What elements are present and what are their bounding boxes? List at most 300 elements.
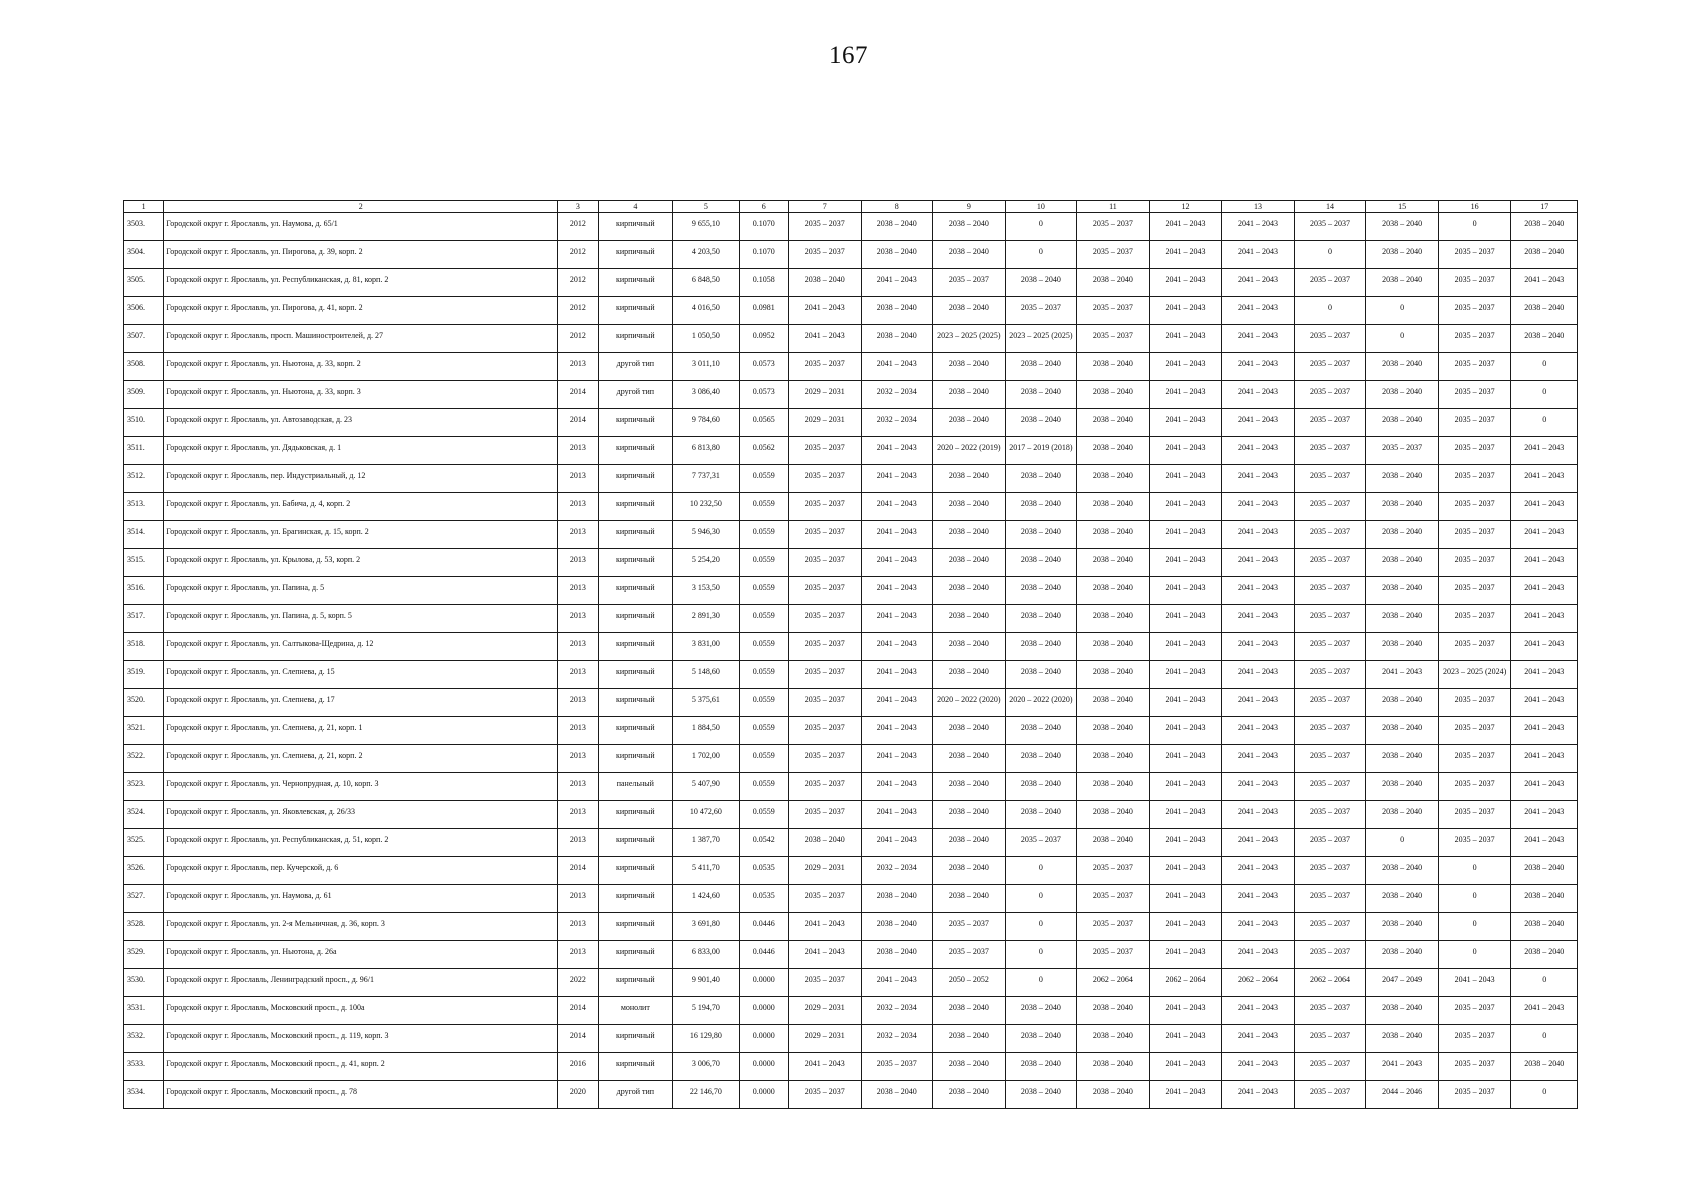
row-number-cell: 3533. [124,1053,164,1081]
period-12-cell: 2041 – 2043 [1149,409,1222,437]
period-7-cell: 2035 – 2037 [788,969,861,997]
period-15-cell: 2035 – 2037 [1366,437,1439,465]
table-row [124,857,1578,885]
column-number-cell: 16 [1438,201,1511,213]
wall-material-cell: панельный [598,773,673,801]
period-16-cell: 2035 – 2037 [1438,437,1511,465]
period-7-cell: 2035 – 2037 [788,801,861,829]
table-row [124,577,1578,605]
address-cell: Городской округ г. Ярославль, пер. Кучерской, д. 6 [164,857,558,885]
period-17-cell: 2038 – 2040 [1511,1053,1578,1081]
period-11-cell: 2038 – 2040 [1077,549,1150,577]
area-cell: 1 884,50 [673,717,740,745]
period-10-cell: 2038 – 2040 [1005,605,1077,633]
address-cell: Городской округ г. Ярославль, ул. Республиканская, д. 81, корп. 2 [164,269,558,297]
period-15-cell: 2047 – 2049 [1366,969,1439,997]
period-10-cell: 2023 – 2025 (2025) [1005,325,1077,353]
period-12-cell: 2041 – 2043 [1149,381,1222,409]
period-8-cell: 2041 – 2043 [861,689,933,717]
period-14-cell: 2035 – 2037 [1294,829,1366,857]
table-row [124,353,1578,381]
period-11-cell: 2035 – 2037 [1077,325,1150,353]
wear-ratio-cell: 0.1058 [739,269,788,297]
period-13-cell: 2041 – 2043 [1222,717,1295,745]
period-17-cell: 2041 – 2043 [1511,549,1578,577]
period-15-cell: 2038 – 2040 [1366,521,1439,549]
period-12-cell: 2041 – 2043 [1149,605,1222,633]
table-row [124,1025,1578,1053]
wear-ratio-cell: 0.0000 [739,1081,788,1109]
period-13-cell: 2041 – 2043 [1222,1081,1295,1109]
wear-ratio-cell: 0.0559 [739,605,788,633]
period-7-cell: 2035 – 2037 [788,605,861,633]
period-17-cell: 0 [1511,353,1578,381]
column-number-cell: 5 [673,201,740,213]
row-number-cell: 3528. [124,913,164,941]
table-row [124,241,1578,269]
period-9-cell: 2038 – 2040 [933,549,1006,577]
period-10-cell: 0 [1005,241,1077,269]
period-10-cell: 2038 – 2040 [1005,577,1077,605]
period-15-cell: 2038 – 2040 [1366,409,1439,437]
row-number-cell: 3526. [124,857,164,885]
wall-material-cell: кирпичный [598,885,673,913]
address-cell: Городской округ г. Ярославль, Московский просп., д. 119, корп. 3 [164,1025,558,1053]
year-cell: 2012 [558,325,598,353]
period-14-cell: 2035 – 2037 [1294,465,1366,493]
period-12-cell: 2041 – 2043 [1149,801,1222,829]
address-cell: Городской округ г. Ярославль, пер. Индустриальный, д. 12 [164,465,558,493]
period-17-cell: 2041 – 2043 [1511,493,1578,521]
period-11-cell: 2038 – 2040 [1077,829,1150,857]
row-number-cell: 3512. [124,465,164,493]
page-number: 167 [829,42,868,69]
period-14-cell: 2035 – 2037 [1294,549,1366,577]
row-number-cell: 3532. [124,1025,164,1053]
year-cell: 2013 [558,717,598,745]
column-number-cell: 4 [598,201,673,213]
period-16-cell: 2035 – 2037 [1438,829,1511,857]
row-number-cell: 3508. [124,353,164,381]
period-16-cell: 2035 – 2037 [1438,465,1511,493]
year-cell: 2013 [558,661,598,689]
table-row [124,717,1578,745]
row-number-cell: 3515. [124,549,164,577]
period-15-cell: 2038 – 2040 [1366,381,1439,409]
wear-ratio-cell: 0.0559 [739,633,788,661]
period-14-cell: 2035 – 2037 [1294,437,1366,465]
period-7-cell: 2029 – 2031 [788,857,861,885]
period-7-cell: 2035 – 2037 [788,213,861,241]
table-row [124,1053,1578,1081]
wear-ratio-cell: 0.0535 [739,857,788,885]
period-10-cell: 2038 – 2040 [1005,1025,1077,1053]
period-15-cell: 0 [1366,297,1439,325]
year-cell: 2012 [558,269,598,297]
period-10-cell: 2038 – 2040 [1005,549,1077,577]
period-9-cell: 2020 – 2022 (2020) [933,689,1006,717]
period-14-cell: 2035 – 2037 [1294,773,1366,801]
period-9-cell: 2038 – 2040 [933,885,1006,913]
period-10-cell: 0 [1005,913,1077,941]
period-16-cell: 2035 – 2037 [1438,1025,1511,1053]
table-row [124,689,1578,717]
period-14-cell: 2035 – 2037 [1294,913,1366,941]
address-cell: Городской округ г. Ярославль, ул. Слепнева, д. 21, корп. 1 [164,717,558,745]
row-number-cell: 3531. [124,997,164,1025]
wall-material-cell: кирпичный [598,857,673,885]
period-16-cell: 0 [1438,885,1511,913]
period-8-cell: 2038 – 2040 [861,213,933,241]
wear-ratio-cell: 0.0559 [739,549,788,577]
row-number-cell: 3522. [124,745,164,773]
address-cell: Городской округ г. Ярославль, ул. Ньютона, д. 33, корп. 3 [164,381,558,409]
period-9-cell: 2020 – 2022 (2019) [933,437,1006,465]
wall-material-cell: кирпичный [598,801,673,829]
period-15-cell: 2038 – 2040 [1366,465,1439,493]
period-17-cell: 2041 – 2043 [1511,577,1578,605]
wall-material-cell: кирпичный [598,941,673,969]
period-11-cell: 2038 – 2040 [1077,353,1150,381]
period-16-cell: 2035 – 2037 [1438,493,1511,521]
table-row [124,381,1578,409]
year-cell: 2022 [558,969,598,997]
period-13-cell: 2041 – 2043 [1222,269,1295,297]
period-9-cell: 2038 – 2040 [933,577,1006,605]
period-12-cell: 2041 – 2043 [1149,465,1222,493]
period-9-cell: 2035 – 2037 [933,269,1006,297]
period-10-cell: 2038 – 2040 [1005,493,1077,521]
period-8-cell: 2032 – 2034 [861,857,933,885]
period-15-cell: 2038 – 2040 [1366,745,1439,773]
year-cell: 2013 [558,745,598,773]
area-cell: 3 086,40 [673,381,740,409]
period-15-cell: 2038 – 2040 [1366,353,1439,381]
period-8-cell: 2038 – 2040 [861,241,933,269]
wear-ratio-cell: 0.0535 [739,885,788,913]
table-row [124,885,1578,913]
year-cell: 2013 [558,549,598,577]
period-16-cell: 2035 – 2037 [1438,605,1511,633]
year-cell: 2014 [558,1025,598,1053]
year-cell: 2016 [558,1053,598,1081]
column-number-cell: 14 [1294,201,1366,213]
period-11-cell: 2035 – 2037 [1077,857,1150,885]
row-number-cell: 3519. [124,661,164,689]
period-14-cell: 2035 – 2037 [1294,353,1366,381]
period-14-cell: 2035 – 2037 [1294,381,1366,409]
period-13-cell: 2041 – 2043 [1222,745,1295,773]
period-14-cell: 2035 – 2037 [1294,745,1366,773]
period-11-cell: 2038 – 2040 [1077,437,1150,465]
wall-material-cell: кирпичный [598,521,673,549]
wall-material-cell: кирпичный [598,437,673,465]
address-cell: Городской округ г. Ярославль, Московский просп., д. 78 [164,1081,558,1109]
period-8-cell: 2038 – 2040 [861,885,933,913]
address-cell: Городской округ г. Ярославль, ул. Салтыкова-Щедрина, д. 12 [164,633,558,661]
table-row [124,997,1578,1025]
period-17-cell: 2041 – 2043 [1511,745,1578,773]
period-8-cell: 2041 – 2043 [861,717,933,745]
period-16-cell: 2035 – 2037 [1438,773,1511,801]
period-16-cell: 2035 – 2037 [1438,1081,1511,1109]
period-8-cell: 2038 – 2040 [861,297,933,325]
area-cell: 4 016,50 [673,297,740,325]
wear-ratio-cell: 0.0952 [739,325,788,353]
period-7-cell: 2041 – 2043 [788,297,861,325]
area-cell: 16 129,80 [673,1025,740,1053]
period-7-cell: 2038 – 2040 [788,269,861,297]
period-13-cell: 2041 – 2043 [1222,409,1295,437]
period-12-cell: 2041 – 2043 [1149,493,1222,521]
period-13-cell: 2062 – 2064 [1222,969,1295,997]
period-17-cell: 2041 – 2043 [1511,829,1578,857]
period-14-cell: 0 [1294,297,1366,325]
wear-ratio-cell: 0.0000 [739,1025,788,1053]
period-8-cell: 2041 – 2043 [861,353,933,381]
wear-ratio-cell: 0.0565 [739,409,788,437]
wall-material-cell: другой тип [598,381,673,409]
table-row [124,1081,1578,1109]
address-cell: Городской округ г. Ярославль, ул. Пирогова, д. 41, корп. 2 [164,297,558,325]
period-14-cell: 2035 – 2037 [1294,1081,1366,1109]
row-number-cell: 3507. [124,325,164,353]
wear-ratio-cell: 0.0562 [739,437,788,465]
period-12-cell: 2041 – 2043 [1149,689,1222,717]
table-row [124,773,1578,801]
table-row [124,969,1578,997]
table-row [124,605,1578,633]
period-14-cell: 2035 – 2037 [1294,269,1366,297]
table-row [124,325,1578,353]
period-12-cell: 2041 – 2043 [1149,717,1222,745]
period-15-cell: 2038 – 2040 [1366,913,1439,941]
area-cell: 3 691,80 [673,913,740,941]
period-8-cell: 2041 – 2043 [861,493,933,521]
area-cell: 1 387,70 [673,829,740,857]
period-10-cell: 0 [1005,213,1077,241]
wear-ratio-cell: 0.0000 [739,1053,788,1081]
wall-material-cell: кирпичный [598,829,673,857]
table-row [124,801,1578,829]
period-12-cell: 2041 – 2043 [1149,997,1222,1025]
period-16-cell: 2035 – 2037 [1438,549,1511,577]
wall-material-cell: кирпичный [598,605,673,633]
period-13-cell: 2041 – 2043 [1222,353,1295,381]
period-7-cell: 2029 – 2031 [788,381,861,409]
wall-material-cell: кирпичный [598,661,673,689]
period-12-cell: 2041 – 2043 [1149,1081,1222,1109]
address-cell: Городской округ г. Ярославль, ул. Ньютона, д. 26а [164,941,558,969]
period-13-cell: 2041 – 2043 [1222,241,1295,269]
period-9-cell: 2038 – 2040 [933,605,1006,633]
period-15-cell: 2038 – 2040 [1366,269,1439,297]
wall-material-cell: кирпичный [598,465,673,493]
year-cell: 2013 [558,885,598,913]
wall-material-cell: другой тип [598,1081,673,1109]
period-7-cell: 2035 – 2037 [788,717,861,745]
period-7-cell: 2035 – 2037 [788,745,861,773]
period-13-cell: 2041 – 2043 [1222,633,1295,661]
period-9-cell: 2038 – 2040 [933,745,1006,773]
address-cell: Городской округ г. Ярославль, ул. Брагинская, д. 15, корп. 2 [164,521,558,549]
table-row [124,829,1578,857]
year-cell: 2013 [558,773,598,801]
period-15-cell: 2038 – 2040 [1366,857,1439,885]
wall-material-cell: кирпичный [598,213,673,241]
period-13-cell: 2041 – 2043 [1222,801,1295,829]
year-cell: 2013 [558,829,598,857]
row-number-cell: 3529. [124,941,164,969]
period-16-cell: 2035 – 2037 [1438,409,1511,437]
period-11-cell: 2035 – 2037 [1077,213,1150,241]
period-12-cell: 2041 – 2043 [1149,437,1222,465]
period-14-cell: 2035 – 2037 [1294,661,1366,689]
period-16-cell: 2035 – 2037 [1438,633,1511,661]
period-11-cell: 2038 – 2040 [1077,1081,1150,1109]
period-12-cell: 2062 – 2064 [1149,969,1222,997]
table-row [124,213,1578,241]
period-17-cell: 2038 – 2040 [1511,213,1578,241]
period-15-cell: 2038 – 2040 [1366,605,1439,633]
period-14-cell: 2035 – 2037 [1294,941,1366,969]
period-15-cell: 2038 – 2040 [1366,997,1439,1025]
period-14-cell: 2035 – 2037 [1294,1025,1366,1053]
period-17-cell: 2041 – 2043 [1511,521,1578,549]
area-cell: 6 848,50 [673,269,740,297]
period-16-cell: 0 [1438,857,1511,885]
wear-ratio-cell: 0.0559 [739,493,788,521]
period-16-cell: 2041 – 2043 [1438,969,1511,997]
period-16-cell: 2035 – 2037 [1438,1053,1511,1081]
period-10-cell: 2038 – 2040 [1005,745,1077,773]
period-12-cell: 2041 – 2043 [1149,857,1222,885]
period-16-cell: 2035 – 2037 [1438,521,1511,549]
period-17-cell: 2041 – 2043 [1511,269,1578,297]
period-7-cell: 2041 – 2043 [788,941,861,969]
wear-ratio-cell: 0.0559 [739,661,788,689]
period-13-cell: 2041 – 2043 [1222,605,1295,633]
period-17-cell: 2038 – 2040 [1511,885,1578,913]
period-8-cell: 2041 – 2043 [861,577,933,605]
period-7-cell: 2035 – 2037 [788,437,861,465]
wear-ratio-cell: 0.0981 [739,297,788,325]
period-8-cell: 2041 – 2043 [861,745,933,773]
period-11-cell: 2038 – 2040 [1077,773,1150,801]
period-7-cell: 2035 – 2037 [788,689,861,717]
column-number-cell: 8 [861,201,933,213]
period-16-cell: 2035 – 2037 [1438,325,1511,353]
year-cell: 2013 [558,493,598,521]
area-cell: 6 813,80 [673,437,740,465]
period-10-cell: 2038 – 2040 [1005,717,1077,745]
period-17-cell: 0 [1511,381,1578,409]
period-14-cell: 2062 – 2064 [1294,969,1366,997]
row-number-cell: 3530. [124,969,164,997]
wall-material-cell: кирпичный [598,969,673,997]
period-10-cell: 2038 – 2040 [1005,521,1077,549]
period-17-cell: 0 [1511,1025,1578,1053]
period-9-cell: 2038 – 2040 [933,997,1006,1025]
table-row [124,465,1578,493]
period-16-cell: 2035 – 2037 [1438,717,1511,745]
period-12-cell: 2041 – 2043 [1149,745,1222,773]
wear-ratio-cell: 0.0559 [739,773,788,801]
period-11-cell: 2038 – 2040 [1077,521,1150,549]
wear-ratio-cell: 0.0559 [739,717,788,745]
period-12-cell: 2041 – 2043 [1149,325,1222,353]
year-cell: 2012 [558,241,598,269]
wear-ratio-cell: 0.0559 [739,465,788,493]
period-9-cell: 2023 – 2025 (2025) [933,325,1006,353]
period-11-cell: 2038 – 2040 [1077,717,1150,745]
period-17-cell: 2038 – 2040 [1511,941,1578,969]
year-cell: 2013 [558,633,598,661]
address-cell: Городской округ г. Ярославль, Московский просп., д. 41, корп. 2 [164,1053,558,1081]
year-cell: 2013 [558,605,598,633]
period-13-cell: 2041 – 2043 [1222,465,1295,493]
period-14-cell: 2035 – 2037 [1294,409,1366,437]
area-cell: 10 472,60 [673,801,740,829]
column-number-cell: 15 [1366,201,1439,213]
area-cell: 9 784,60 [673,409,740,437]
area-cell: 5 375,61 [673,689,740,717]
period-14-cell: 2035 – 2037 [1294,577,1366,605]
period-15-cell: 2038 – 2040 [1366,213,1439,241]
area-cell: 5 148,60 [673,661,740,689]
address-cell: Городской округ г. Ярославль, Московский просп., д. 100а [164,997,558,1025]
period-11-cell: 2038 – 2040 [1077,745,1150,773]
period-7-cell: 2035 – 2037 [788,633,861,661]
period-11-cell: 2038 – 2040 [1077,409,1150,437]
period-9-cell: 2038 – 2040 [933,661,1006,689]
wear-ratio-cell: 0.0559 [739,801,788,829]
period-16-cell: 2035 – 2037 [1438,353,1511,381]
period-9-cell: 2038 – 2040 [933,297,1006,325]
period-17-cell: 0 [1511,969,1578,997]
period-10-cell: 0 [1005,941,1077,969]
period-9-cell: 2038 – 2040 [933,493,1006,521]
period-13-cell: 2041 – 2043 [1222,1025,1295,1053]
address-cell: Городской округ г. Ярославль, ул. Папина, д. 5, корп. 5 [164,605,558,633]
table-row [124,549,1578,577]
wall-material-cell: кирпичный [598,297,673,325]
period-10-cell: 2020 – 2022 (2020) [1005,689,1077,717]
period-13-cell: 2041 – 2043 [1222,997,1295,1025]
period-12-cell: 2041 – 2043 [1149,521,1222,549]
area-cell: 1 702,00 [673,745,740,773]
row-number-cell: 3534. [124,1081,164,1109]
area-cell: 5 946,30 [673,521,740,549]
wall-material-cell: монолит [598,997,673,1025]
table-row [124,297,1578,325]
year-cell: 2013 [558,521,598,549]
wall-material-cell: кирпичный [598,633,673,661]
area-cell: 9 655,10 [673,213,740,241]
year-cell: 2013 [558,941,598,969]
year-cell: 2014 [558,997,598,1025]
period-8-cell: 2041 – 2043 [861,437,933,465]
period-15-cell: 2038 – 2040 [1366,717,1439,745]
row-number-cell: 3503. [124,213,164,241]
period-10-cell: 2038 – 2040 [1005,465,1077,493]
period-16-cell: 2035 – 2037 [1438,745,1511,773]
period-10-cell: 2038 – 2040 [1005,1081,1077,1109]
period-13-cell: 2041 – 2043 [1222,829,1295,857]
period-8-cell: 2041 – 2043 [861,801,933,829]
wall-material-cell: кирпичный [598,493,673,521]
period-13-cell: 2041 – 2043 [1222,213,1295,241]
